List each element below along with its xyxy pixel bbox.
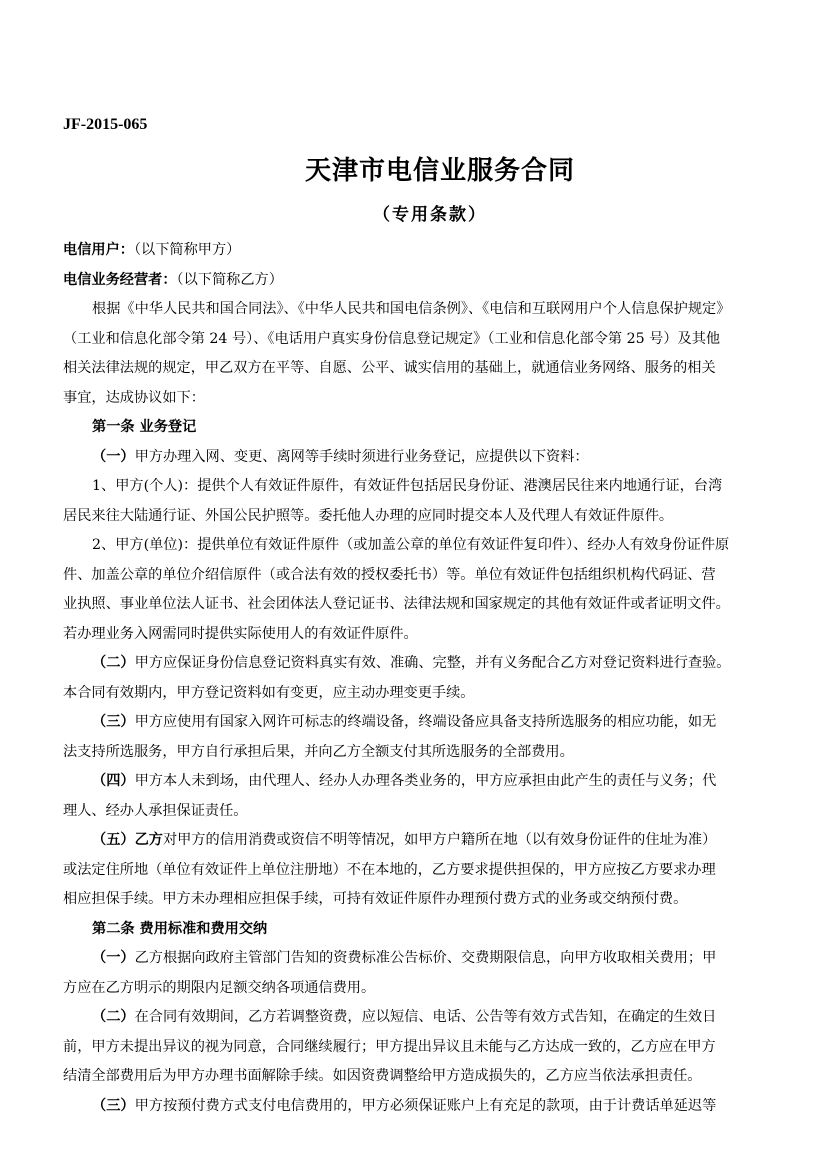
preamble-line: 相关法律法规的规定，甲乙双方在平等、自愿、公平、诚实信用的基础上，就通信业务网络、服务的相关 (63, 360, 716, 376)
article-1-item-2: 2、甲方(单位)：提供单位有效证件原件（或加盖公章的单位有效证件复印件）、经办人有效身份证件原 (92, 537, 730, 553)
preamble-line: 事宜，达成协议如下： (63, 389, 205, 406)
party-b-label: 电信业务经营者： (63, 271, 177, 288)
article-1-item-1-cont: 居民来往大陆通行证、外国公民护照等。委托他人办理的应同时提交本人及代理人有效证件原件。 (63, 507, 674, 524)
article-1-item-2-cont: 若办理业务入网需同时提供实际使用人的有效证件原件。 (63, 625, 418, 642)
article-2-clause-1: （一）乙方根据向政府主管部门告知的资费标准公告标价、交费期限信息，向甲方收取相关费用；甲 (92, 950, 717, 966)
article-1-item-2-cont: 件、加盖公章的单位介绍信原件（或合法有效的授权委托书）等。单位有效证件包括组织机构代码证、营 (63, 566, 716, 583)
article-1-clause-5-cont: 或法定住所地（单位有效证件上单位注册地）不在本地的，乙方要求提供担保的，甲方应按乙方要求办理 (63, 861, 716, 878)
article-2-clause-1-cont: 方应在乙方明示的期限内足额交纳各项通信费用。 (63, 979, 376, 996)
article-1-item-2-cont: 业执照、事业单位法人证书、社会团体法人登记证书、法律法规和国家规定的其他有效证件或者证明文件。 (63, 596, 730, 612)
document-number: JF-2015-065 (63, 116, 148, 133)
article-1-clause-5-cont: 相应担保手续。甲方未办理相应担保手续，可持有效证件原件办理预付费方式的业务或交纳预付费。 (63, 891, 688, 907)
article-1-clause-2-cont: 本合同有效期内，甲方登记资料如有变更，应主动办理变更手续。 (63, 684, 475, 701)
article-2-clause-2: （二）在合同有效期间，乙方若调整资费，应以短信、电话、公告等有效方式告知，在确定的生效日 (92, 1009, 717, 1025)
party-a-label: 电信用户： (63, 242, 134, 258)
article-1-clause-5: （五）乙方对甲方的信用消费或资信不明等情况，如甲方户籍所在地（以有效身份证件的住址为准） (92, 832, 717, 848)
preamble-line: 根据《中华人民共和国合同法》、《中华人民共和国电信条例》、《电信和互联网用户个人信息保护规定》 (92, 301, 731, 317)
party-a-text: （以下简称甲方） (133, 242, 241, 258)
article-1-clause-3-cont: 法支持所选服务，甲方自行承担后果，并向乙方全额支付其所选服务的全部费用。 (63, 743, 574, 760)
preamble-line: （工业和信息化部令第 24 号）、《电话用户真实身份信息登记规定》（工业和信息化部令第 25 号）及其他 (63, 330, 721, 347)
article-1-clause-2: （二）甲方应保证身份信息登记资料真实有效、准确、完整，并有义务配合乙方对登记资料进行查验。 (92, 655, 731, 671)
page-subtitle: （专用条款） (373, 205, 487, 225)
article-1-item-1: 1、甲方(个人)：提供个人有效证件原件，有效证件包括居民身份证、港澳居民往来内地通行证，台湾 (92, 478, 723, 494)
article-1-clause-1: （一）甲方办理入网、变更、离网等手续时须进行业务登记，应提供以下资料： (92, 448, 589, 465)
party-b-text: （以下简称乙方） (176, 271, 283, 288)
article-2-clause-3: （三）甲方按预付费方式支付电信费用的，甲方必须保证账户上有充足的款项，由于计费话单延迟等 (92, 1097, 717, 1114)
article-2-clause-2-cont: 前，甲方未提出异议的视为同意，合同继续履行；甲方提出异议且未能与乙方达成一致的，乙方应在甲方 (63, 1038, 716, 1055)
article-1-clause-4-cont: 理人、经办人承担保证责任。 (63, 802, 248, 819)
article-2-heading: 第二条 费用标准和费用交纳 (92, 920, 268, 937)
article-1-clause-4: （四）甲方本人未到场，由代理人、经办人办理各类业务的，甲方应承担由此产生的责任与义务；代 (92, 773, 717, 789)
page-title: 天津市电信业服务合同 (304, 156, 575, 186)
party-a-line (63, 236, 768, 266)
article-1-heading: 第一条 业务登记 (92, 419, 197, 435)
contract-body (63, 236, 768, 1121)
article-2-clause-2-cont: 结清全部费用后为甲方办理书面解除手续。如因资费调整给甲方造成损失的，乙方应当依法承担责任。 (63, 1068, 702, 1084)
party-b-line (63, 266, 768, 296)
article-1-clause-3: （三）甲方应使用有国家入网许可标志的终端设备，终端设备应具备支持所选服务的相应功能，如无 (92, 714, 717, 730)
